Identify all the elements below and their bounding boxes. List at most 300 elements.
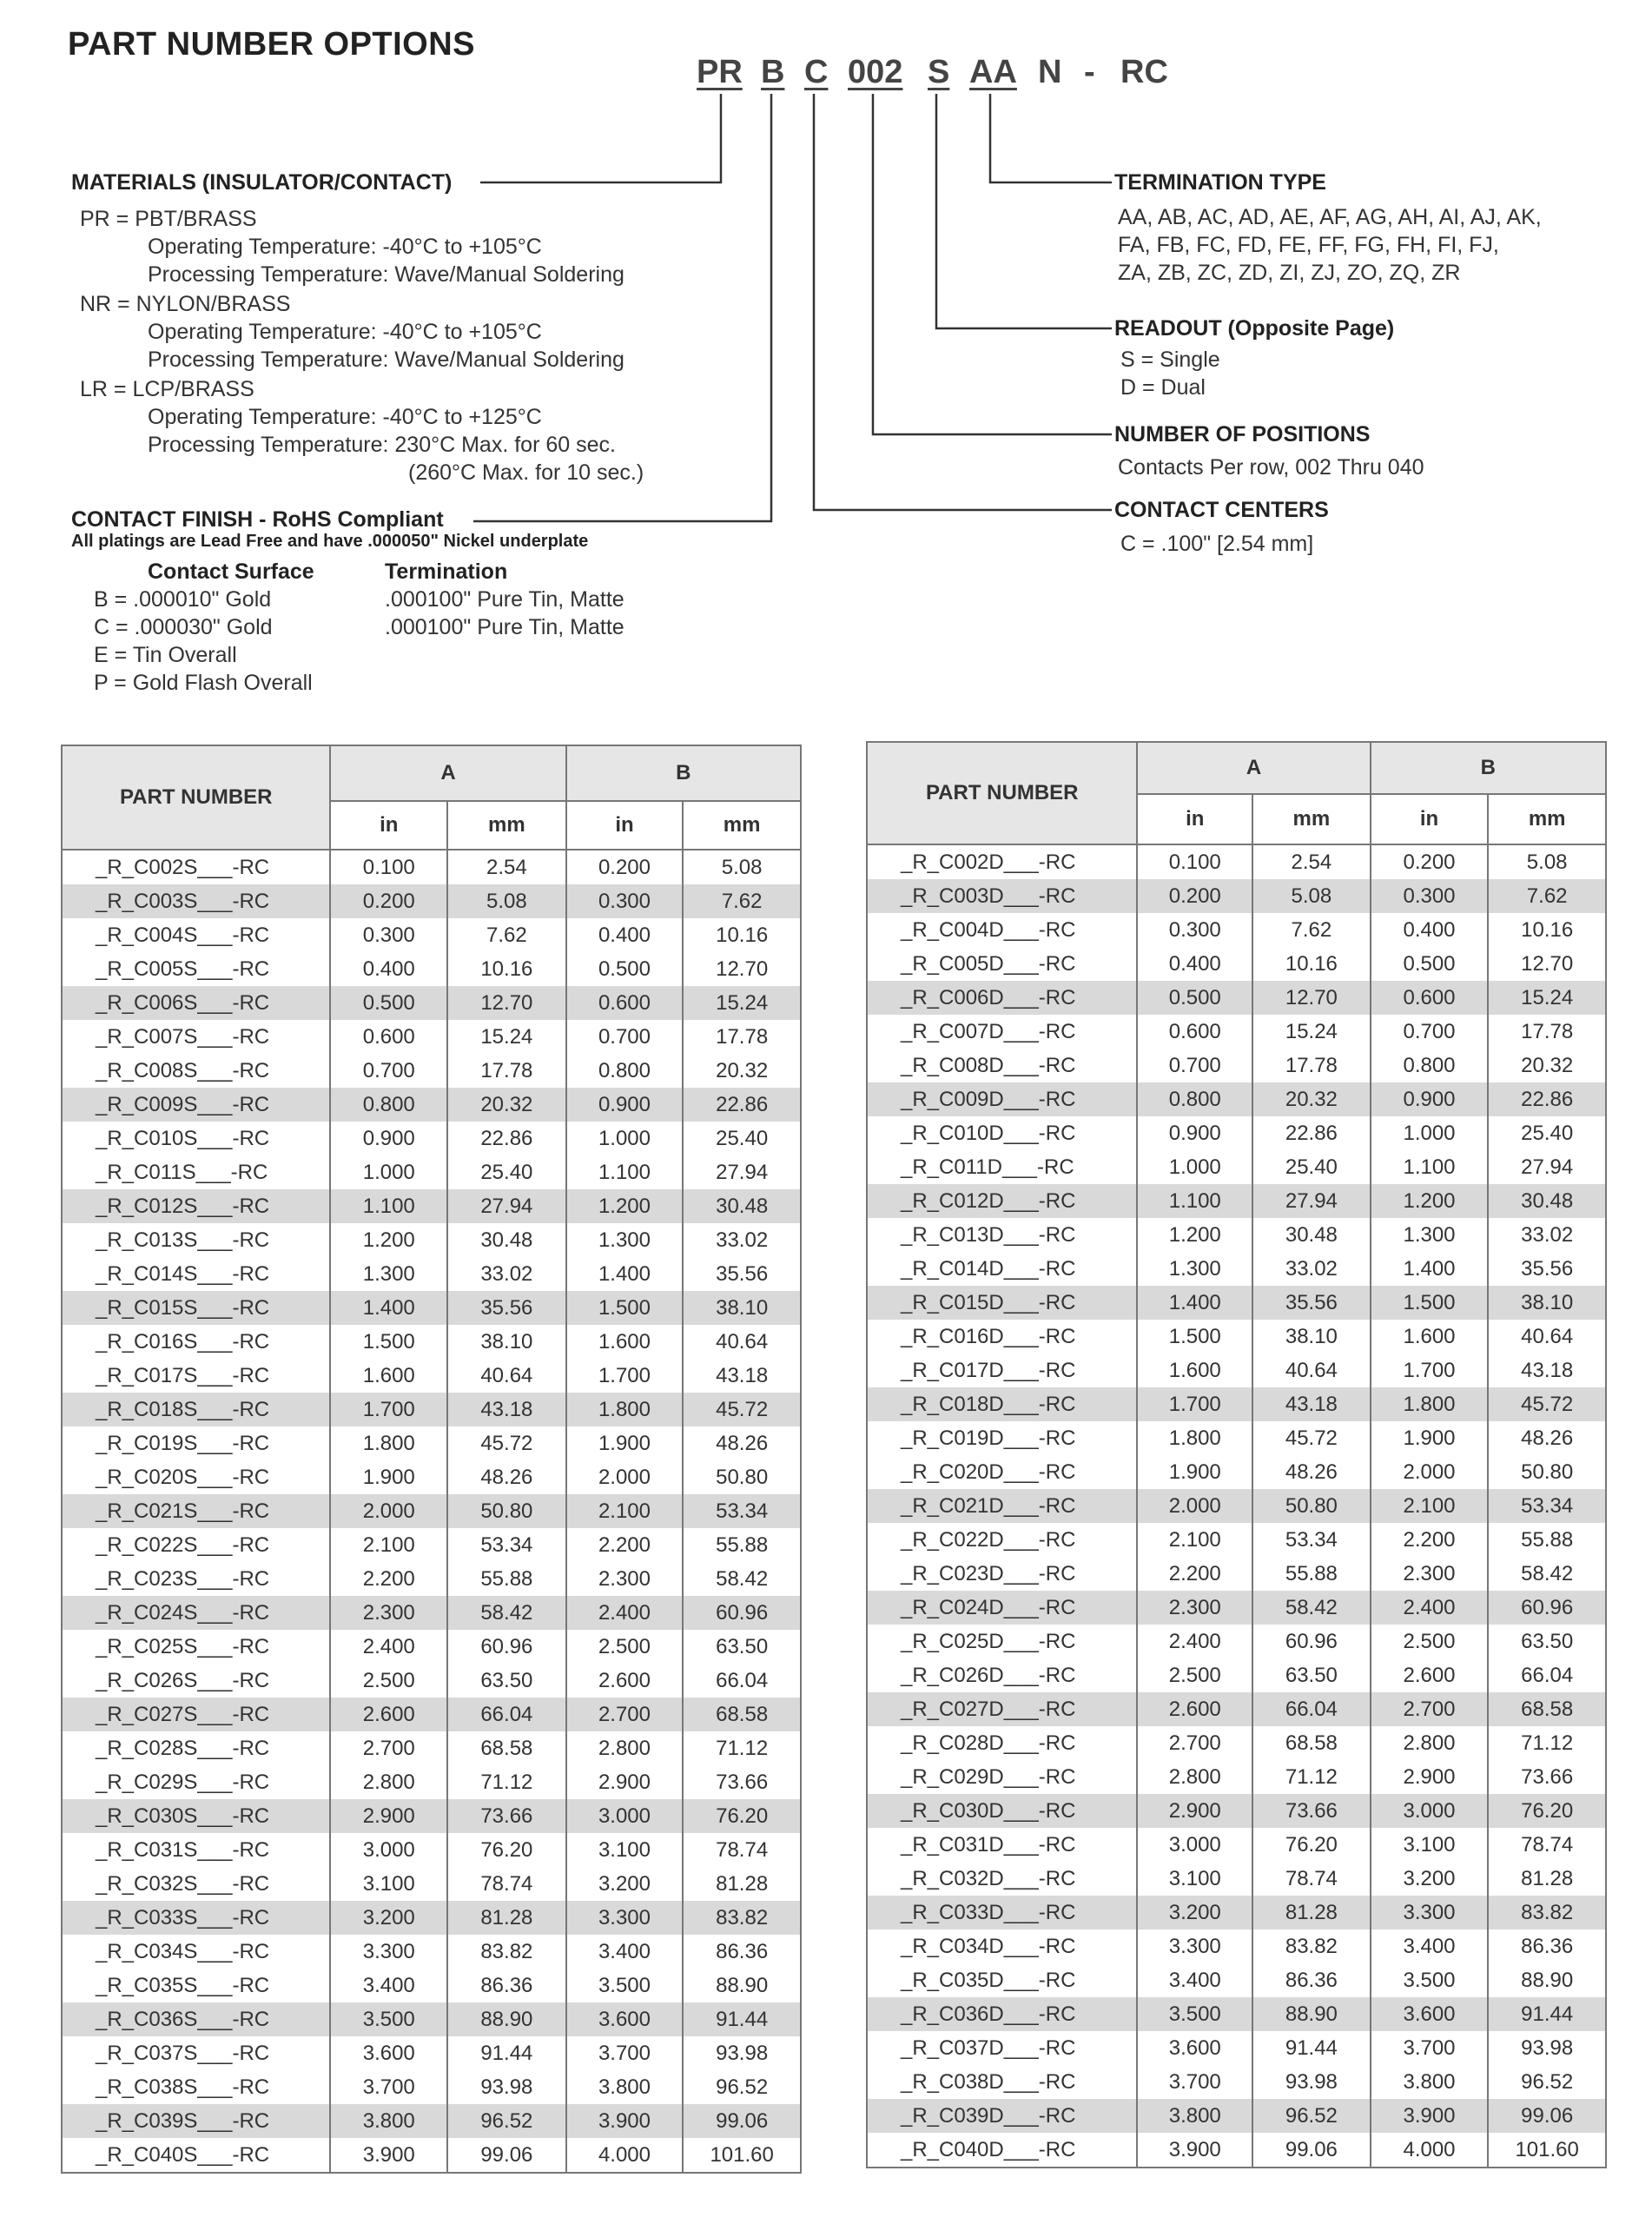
finish-termination: .000100" Pure Tin, Matte — [385, 615, 624, 639]
b-mm-cell: 71.12 — [1488, 1726, 1606, 1760]
a-in-cell: 0.100 — [1137, 844, 1252, 879]
table-row — [62, 1867, 801, 1901]
a-mm-cell: 15.24 — [1252, 1015, 1371, 1049]
table-row — [867, 1421, 1606, 1455]
a-mm-cell: 12.70 — [447, 986, 566, 1020]
table-row — [867, 1963, 1606, 1997]
a-in-cell: 3.500 — [1137, 1997, 1252, 2031]
part-number-cell: _R_C004S___-RC — [62, 918, 330, 952]
table-row — [867, 1320, 1606, 1354]
part-number-cell: _R_C009S___-RC — [62, 1088, 330, 1122]
a-mm-cell: 78.74 — [447, 1867, 566, 1901]
a-in-cell: 1.900 — [330, 1460, 447, 1494]
a-in-cell: 2.300 — [1137, 1591, 1252, 1625]
table-row — [62, 1359, 801, 1393]
finish-code: P = Gold Flash Overall — [94, 671, 313, 695]
dual-part-table — [866, 741, 1607, 2168]
header-in: in — [566, 801, 684, 850]
code-centers: C — [804, 54, 829, 90]
a-mm-cell: 66.04 — [1252, 1692, 1371, 1726]
b-in-cell: 0.200 — [566, 850, 684, 884]
table-row — [62, 1799, 801, 1833]
table-row — [62, 1291, 801, 1325]
b-mm-cell: 5.08 — [1488, 844, 1606, 879]
a-mm-cell: 50.80 — [1252, 1489, 1371, 1523]
b-in-cell: 2.700 — [1371, 1692, 1489, 1726]
table-row — [867, 913, 1606, 947]
part-number-cell: _R_C005S___-RC — [62, 952, 330, 986]
a-mm-cell: 25.40 — [447, 1155, 566, 1189]
a-mm-cell: 27.94 — [447, 1189, 566, 1223]
part-number-cell: _R_C019D___-RC — [867, 1421, 1137, 1455]
table-row — [62, 1223, 801, 1257]
table-row — [62, 2002, 801, 2036]
a-mm-cell: 30.48 — [447, 1223, 566, 1257]
b-in-cell: 0.700 — [566, 1020, 684, 1054]
contact-finish-heading: CONTACT FINISH - RoHS Compliant — [71, 507, 444, 532]
a-in-cell: 3.000 — [330, 1833, 447, 1867]
a-mm-cell: 60.96 — [447, 1630, 566, 1664]
b-mm-cell: 78.74 — [1488, 1828, 1606, 1862]
b-mm-cell: 81.28 — [683, 1867, 801, 1901]
part-number-cell: _R_C014D___-RC — [867, 1252, 1137, 1286]
part-number-cell: _R_C021S___-RC — [62, 1494, 330, 1528]
a-mm-cell: 40.64 — [447, 1359, 566, 1393]
part-number-cell: _R_C019S___-RC — [62, 1426, 330, 1460]
part-number-cell: _R_C018D___-RC — [867, 1387, 1137, 1421]
b-mm-cell: 17.78 — [683, 1020, 801, 1054]
a-in-cell: 1.900 — [1137, 1455, 1252, 1489]
b-mm-cell: 63.50 — [683, 1630, 801, 1664]
table-row — [867, 1455, 1606, 1489]
table-row — [62, 1257, 801, 1291]
part-number-cell: _R_C026D___-RC — [867, 1658, 1137, 1692]
b-mm-cell: 71.12 — [683, 1731, 801, 1765]
b-mm-cell: 33.02 — [1488, 1218, 1606, 1252]
a-in-cell: 2.600 — [330, 1698, 447, 1731]
b-in-cell: 1.700 — [1371, 1354, 1489, 1387]
finish-code: C = .000030" Gold — [94, 615, 273, 639]
a-mm-cell: 68.58 — [447, 1731, 566, 1765]
a-mm-cell: 68.58 — [1252, 1726, 1371, 1760]
part-number-cell: _R_C030S___-RC — [62, 1799, 330, 1833]
b-in-cell: 1.800 — [1371, 1387, 1489, 1421]
a-mm-cell: 22.86 — [447, 1122, 566, 1155]
b-in-cell: 2.200 — [566, 1528, 684, 1562]
table-row — [867, 1116, 1606, 1150]
b-in-cell: 1.100 — [1371, 1150, 1489, 1184]
b-mm-cell: 78.74 — [683, 1833, 801, 1867]
b-mm-cell: 91.44 — [1488, 1997, 1606, 2031]
b-mm-cell: 40.64 — [683, 1325, 801, 1359]
b-mm-cell: 55.88 — [1488, 1523, 1606, 1557]
a-in-cell: 2.200 — [330, 1562, 447, 1596]
single-part-table — [61, 745, 802, 2174]
table-row — [867, 1015, 1606, 1049]
b-mm-cell: 22.86 — [683, 1088, 801, 1122]
a-mm-cell: 5.08 — [447, 884, 566, 918]
code-n: N — [1038, 54, 1062, 90]
table-row — [867, 1252, 1606, 1286]
part-number-cell: _R_C020D___-RC — [867, 1455, 1137, 1489]
table-row — [62, 1630, 801, 1664]
b-mm-cell: 66.04 — [683, 1664, 801, 1698]
b-mm-cell: 20.32 — [1488, 1049, 1606, 1082]
b-in-cell: 2.400 — [1371, 1591, 1489, 1625]
b-in-cell: 0.800 — [1371, 1049, 1489, 1082]
part-number-cell: _R_C026S___-RC — [62, 1664, 330, 1698]
a-mm-cell: 20.32 — [1252, 1082, 1371, 1116]
a-in-cell: 1.300 — [1137, 1252, 1252, 1286]
b-in-cell: 2.000 — [1371, 1455, 1489, 1489]
contact-centers-heading: CONTACT CENTERS — [1114, 498, 1329, 522]
a-mm-cell: 63.50 — [447, 1664, 566, 1698]
a-in-cell: 2.300 — [330, 1596, 447, 1630]
a-in-cell: 3.100 — [1137, 1862, 1252, 1896]
part-number-cell: _R_C017S___-RC — [62, 1359, 330, 1393]
table-row — [867, 1489, 1606, 1523]
b-mm-cell: 101.60 — [1488, 2133, 1606, 2168]
b-in-cell: 2.800 — [566, 1731, 684, 1765]
b-in-cell: 3.600 — [566, 2002, 684, 2036]
header-in: in — [1371, 794, 1489, 844]
a-mm-cell: 7.62 — [447, 918, 566, 952]
b-mm-cell: 43.18 — [1488, 1354, 1606, 1387]
a-mm-cell: 71.12 — [447, 1765, 566, 1799]
b-in-cell: 3.200 — [1371, 1862, 1489, 1896]
table-row — [62, 2138, 801, 2173]
part-number-cell: _R_C037D___-RC — [867, 2031, 1137, 2065]
part-number-cell: _R_C038S___-RC — [62, 2070, 330, 2104]
a-mm-cell: 17.78 — [1252, 1049, 1371, 1082]
b-in-cell: 3.500 — [1371, 1963, 1489, 1997]
b-in-cell: 3.400 — [566, 1935, 684, 1969]
b-in-cell: 1.100 — [566, 1155, 684, 1189]
table-row — [867, 1150, 1606, 1184]
a-mm-cell: 45.72 — [1252, 1421, 1371, 1455]
b-in-cell: 3.400 — [1371, 1929, 1489, 1963]
contact-surface-label: Contact Surface — [148, 559, 314, 584]
a-in-cell: 3.900 — [1137, 2133, 1252, 2168]
a-mm-cell: 76.20 — [1252, 1828, 1371, 1862]
table-row — [867, 1658, 1606, 1692]
table-row — [867, 1557, 1606, 1591]
contact-finish-subheading: All platings are Lead Free and have .000050" Nickel underplate — [71, 532, 589, 551]
b-in-cell: 3.300 — [1371, 1896, 1489, 1929]
a-mm-cell: 7.62 — [1252, 913, 1371, 947]
header-b: B — [1371, 742, 1606, 794]
part-number-cell: _R_C024D___-RC — [867, 1591, 1137, 1625]
a-mm-cell: 5.08 — [1252, 879, 1371, 913]
a-mm-cell: 40.64 — [1252, 1354, 1371, 1387]
table-row — [867, 1354, 1606, 1387]
table-row — [62, 2104, 801, 2138]
b-mm-cell: 25.40 — [683, 1122, 801, 1155]
b-in-cell: 0.700 — [1371, 1015, 1489, 1049]
a-mm-cell: 76.20 — [447, 1833, 566, 1867]
part-number-cell: _R_C003S___-RC — [62, 884, 330, 918]
a-in-cell: 2.700 — [1137, 1726, 1252, 1760]
a-mm-cell: 86.36 — [447, 1969, 566, 2002]
table-row — [867, 1896, 1606, 1929]
b-mm-cell: 25.40 — [1488, 1116, 1606, 1150]
a-in-cell: 2.400 — [1137, 1625, 1252, 1658]
materials-heading: MATERIALS (INSULATOR/CONTACT) — [71, 170, 453, 195]
part-number-cell: _R_C020S___-RC — [62, 1460, 330, 1494]
b-in-cell: 2.600 — [566, 1664, 684, 1698]
a-in-cell: 2.600 — [1137, 1692, 1252, 1726]
b-mm-cell: 27.94 — [683, 1155, 801, 1189]
a-in-cell: 2.500 — [1137, 1658, 1252, 1692]
table-row — [867, 1760, 1606, 1794]
a-mm-cell: 86.36 — [1252, 1963, 1371, 1997]
part-number-cell: _R_C002D___-RC — [867, 844, 1137, 879]
a-in-cell: 2.800 — [1137, 1760, 1252, 1794]
part-number-cell: _R_C035D___-RC — [867, 1963, 1137, 1997]
part-number-cell: _R_C011D___-RC — [867, 1150, 1137, 1184]
table-row — [867, 1387, 1606, 1421]
a-in-cell: 3.600 — [1137, 2031, 1252, 2065]
table-row — [867, 2099, 1606, 2133]
a-in-cell: 0.900 — [330, 1122, 447, 1155]
part-number-cell: _R_C034D___-RC — [867, 1929, 1137, 1963]
table-row — [62, 1460, 801, 1494]
a-in-cell: 1.000 — [330, 1155, 447, 1189]
table-row — [62, 1528, 801, 1562]
a-mm-cell: 17.78 — [447, 1054, 566, 1088]
part-number-cell: _R_C008S___-RC — [62, 1054, 330, 1088]
a-in-cell: 0.300 — [1137, 913, 1252, 947]
b-in-cell: 2.600 — [1371, 1658, 1489, 1692]
part-number-cell: _R_C029S___-RC — [62, 1765, 330, 1799]
a-in-cell: 1.500 — [1137, 1320, 1252, 1354]
b-mm-cell: 27.94 — [1488, 1150, 1606, 1184]
b-in-cell: 0.500 — [566, 952, 684, 986]
table-row — [62, 2070, 801, 2104]
a-mm-cell: 48.26 — [1252, 1455, 1371, 1489]
table-row — [867, 2133, 1606, 2168]
table-row — [62, 1122, 801, 1155]
a-in-cell: 3.300 — [330, 1935, 447, 1969]
part-number-cell: _R_C023D___-RC — [867, 1557, 1137, 1591]
materials-line: NR = NYLON/BRASS — [80, 292, 291, 316]
a-mm-cell: 58.42 — [1252, 1591, 1371, 1625]
b-in-cell: 2.700 — [566, 1698, 684, 1731]
b-in-cell: 2.100 — [566, 1494, 684, 1528]
part-number-cell: _R_C031S___-RC — [62, 1833, 330, 1867]
b-mm-cell: 48.26 — [1488, 1421, 1606, 1455]
table-row — [867, 2065, 1606, 2099]
a-in-cell: 2.900 — [330, 1799, 447, 1833]
a-mm-cell: 63.50 — [1252, 1658, 1371, 1692]
part-number-cell: _R_C023S___-RC — [62, 1562, 330, 1596]
a-mm-cell: 93.98 — [1252, 2065, 1371, 2099]
table-row — [62, 1020, 801, 1054]
a-in-cell: 3.500 — [330, 2002, 447, 2036]
table-row — [62, 1494, 801, 1528]
table-row — [62, 1935, 801, 1969]
b-in-cell: 1.400 — [566, 1257, 684, 1291]
part-number-cell: _R_C013S___-RC — [62, 1223, 330, 1257]
b-mm-cell: 86.36 — [683, 1935, 801, 1969]
part-number-cell: _R_C032S___-RC — [62, 1867, 330, 1901]
termination-type-line: FA, FB, FC, FD, FE, FF, FG, FH, FI, FJ, — [1118, 233, 1499, 257]
a-in-cell: 2.000 — [330, 1494, 447, 1528]
table-row — [867, 1591, 1606, 1625]
b-in-cell: 3.300 — [566, 1901, 684, 1935]
b-mm-cell: 30.48 — [1488, 1184, 1606, 1218]
b-mm-cell: 55.88 — [683, 1528, 801, 1562]
a-in-cell: 1.100 — [1137, 1184, 1252, 1218]
a-in-cell: 0.400 — [1137, 947, 1252, 981]
a-mm-cell: 93.98 — [447, 2070, 566, 2104]
a-in-cell: 0.500 — [330, 986, 447, 1020]
a-in-cell: 3.900 — [330, 2138, 447, 2173]
b-mm-cell: 5.08 — [683, 850, 801, 884]
part-number-cell: _R_C011S___-RC — [62, 1155, 330, 1189]
part-number-cell: _R_C018S___-RC — [62, 1393, 330, 1426]
a-mm-cell: 81.28 — [447, 1901, 566, 1935]
b-in-cell: 1.900 — [1371, 1421, 1489, 1455]
part-number-cell: _R_C030D___-RC — [867, 1794, 1137, 1828]
part-number-cell: _R_C016D___-RC — [867, 1320, 1137, 1354]
a-mm-cell: 27.94 — [1252, 1184, 1371, 1218]
a-in-cell: 2.400 — [330, 1630, 447, 1664]
b-mm-cell: 7.62 — [683, 884, 801, 918]
table-row — [62, 1901, 801, 1935]
code-finish: B — [761, 54, 785, 90]
a-in-cell: 1.200 — [1137, 1218, 1252, 1252]
a-in-cell: 1.800 — [1137, 1421, 1252, 1455]
a-mm-cell: 43.18 — [447, 1393, 566, 1426]
b-mm-cell: 10.16 — [1488, 913, 1606, 947]
b-in-cell: 3.000 — [566, 1799, 684, 1833]
b-mm-cell: 101.60 — [683, 2138, 801, 2173]
table-row — [62, 1155, 801, 1189]
b-in-cell: 1.700 — [566, 1359, 684, 1393]
a-mm-cell: 38.10 — [447, 1325, 566, 1359]
table-row — [867, 1929, 1606, 1963]
b-mm-cell: 30.48 — [683, 1189, 801, 1223]
b-mm-cell: 93.98 — [1488, 2031, 1606, 2065]
table-row — [867, 1218, 1606, 1252]
part-number-cell: _R_C009D___-RC — [867, 1082, 1137, 1116]
table-row — [867, 1184, 1606, 1218]
b-in-cell: 1.000 — [566, 1122, 684, 1155]
a-mm-cell: 10.16 — [447, 952, 566, 986]
part-number-cell: _R_C031D___-RC — [867, 1828, 1137, 1862]
a-mm-cell: 15.24 — [447, 1020, 566, 1054]
header-a: A — [1137, 742, 1370, 794]
b-in-cell: 0.300 — [566, 884, 684, 918]
table-row — [867, 947, 1606, 981]
finish-code: B = .000010" Gold — [94, 587, 272, 612]
part-number-cell: _R_C017D___-RC — [867, 1354, 1137, 1387]
table-row — [867, 844, 1606, 879]
table-row — [867, 1049, 1606, 1082]
materials-line: Processing Temperature: Wave/Manual Soldering — [148, 348, 624, 372]
a-in-cell: 3.400 — [330, 1969, 447, 2002]
part-number-cell: _R_C027S___-RC — [62, 1698, 330, 1731]
code-rc: RC — [1120, 54, 1168, 90]
part-number-cell: _R_C025D___-RC — [867, 1625, 1137, 1658]
a-in-cell: 3.200 — [330, 1901, 447, 1935]
b-in-cell: 0.800 — [566, 1054, 684, 1088]
a-in-cell: 3.700 — [330, 2070, 447, 2104]
a-mm-cell: 58.42 — [447, 1596, 566, 1630]
part-number-cell: _R_C010D___-RC — [867, 1116, 1137, 1150]
table-row — [867, 1692, 1606, 1726]
table-row — [867, 1862, 1606, 1896]
a-mm-cell: 83.82 — [1252, 1929, 1371, 1963]
a-mm-cell: 35.56 — [1252, 1286, 1371, 1320]
a-mm-cell: 55.88 — [447, 1562, 566, 1596]
header-in: in — [330, 801, 447, 850]
b-in-cell: 0.900 — [566, 1088, 684, 1122]
b-mm-cell: 60.96 — [683, 1596, 801, 1630]
a-in-cell: 0.600 — [330, 1020, 447, 1054]
a-mm-cell: 35.56 — [447, 1291, 566, 1325]
table-row — [867, 1997, 1606, 2031]
b-in-cell: 3.600 — [1371, 1997, 1489, 2031]
table-row — [62, 1088, 801, 1122]
a-mm-cell: 10.16 — [1252, 947, 1371, 981]
materials-line: LR = LCP/BRASS — [80, 377, 254, 401]
a-mm-cell: 48.26 — [447, 1460, 566, 1494]
b-mm-cell: 53.34 — [1488, 1489, 1606, 1523]
a-mm-cell: 73.66 — [1252, 1794, 1371, 1828]
b-mm-cell: 76.20 — [1488, 1794, 1606, 1828]
b-in-cell: 4.000 — [1371, 2133, 1489, 2168]
b-mm-cell: 50.80 — [1488, 1455, 1606, 1489]
a-mm-cell: 99.06 — [447, 2138, 566, 2173]
a-mm-cell: 99.06 — [1252, 2133, 1371, 2168]
b-in-cell: 1.300 — [566, 1223, 684, 1257]
b-in-cell: 3.200 — [566, 1867, 684, 1901]
a-in-cell: 0.700 — [330, 1054, 447, 1088]
a-mm-cell: 22.86 — [1252, 1116, 1371, 1150]
b-in-cell: 0.400 — [1371, 913, 1489, 947]
a-mm-cell: 30.48 — [1252, 1218, 1371, 1252]
materials-line: Processing Temperature: 230°C Max. for 60 sec. — [148, 433, 616, 457]
part-number-cell: _R_C006S___-RC — [62, 986, 330, 1020]
readout-heading: READOUT (Opposite Page) — [1114, 316, 1395, 341]
table-row — [62, 2036, 801, 2070]
a-in-cell: 1.400 — [1137, 1286, 1252, 1320]
part-number-cell: _R_C002S___-RC — [62, 850, 330, 884]
a-in-cell: 3.700 — [1137, 2065, 1252, 2099]
part-number-cell: _R_C013D___-RC — [867, 1218, 1137, 1252]
readout-line: D = Dual — [1120, 375, 1206, 400]
table-row — [62, 1664, 801, 1698]
table-row — [867, 2031, 1606, 2065]
b-mm-cell: 17.78 — [1488, 1015, 1606, 1049]
b-in-cell: 3.500 — [566, 1969, 684, 2002]
b-in-cell: 3.100 — [1371, 1828, 1489, 1862]
a-in-cell: 1.700 — [1137, 1387, 1252, 1421]
part-number-cell: _R_C024S___-RC — [62, 1596, 330, 1630]
part-number-cell: _R_C036D___-RC — [867, 1997, 1137, 2031]
b-in-cell: 2.500 — [1371, 1625, 1489, 1658]
a-in-cell: 1.300 — [330, 1257, 447, 1291]
a-in-cell: 2.900 — [1137, 1794, 1252, 1828]
b-mm-cell: 15.24 — [1488, 981, 1606, 1015]
a-mm-cell: 33.02 — [447, 1257, 566, 1291]
a-in-cell: 3.300 — [1137, 1929, 1252, 1963]
b-in-cell: 1.800 — [566, 1393, 684, 1426]
part-number-cell: _R_C028S___-RC — [62, 1731, 330, 1765]
b-in-cell: 1.200 — [1371, 1184, 1489, 1218]
